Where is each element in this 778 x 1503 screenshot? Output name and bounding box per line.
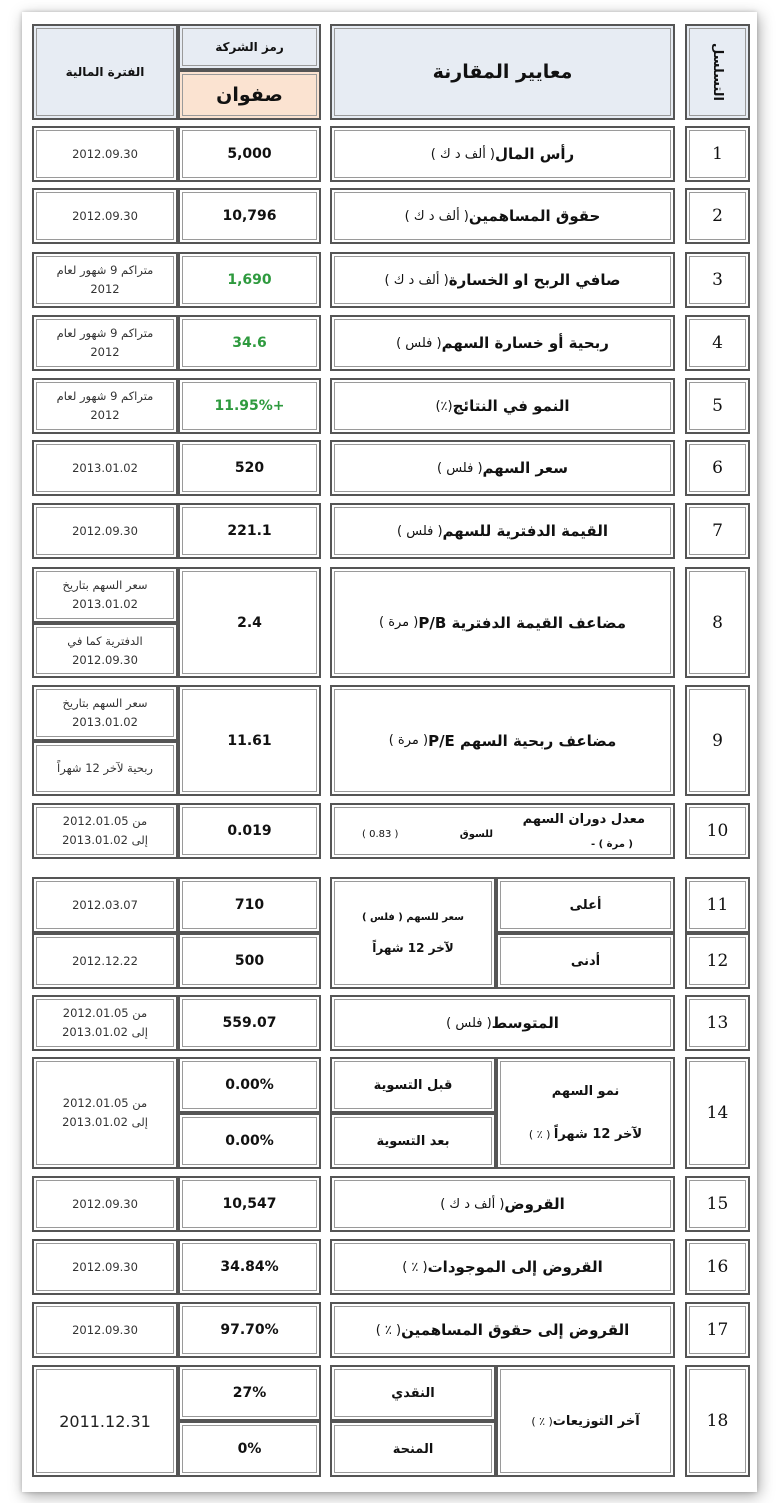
row-criterion bbox=[330, 1176, 675, 1232]
row-period bbox=[32, 1239, 178, 1295]
row-criterion bbox=[496, 1057, 675, 1169]
criterion-unit: ( ٪ ) bbox=[531, 1414, 553, 1428]
row-serial bbox=[685, 1239, 750, 1295]
row-value bbox=[178, 315, 321, 371]
criterion-label: آخر التوزيعات bbox=[552, 1413, 640, 1429]
row-criterion bbox=[330, 315, 675, 371]
row-period-earnings bbox=[32, 741, 178, 796]
value-text: 97.70% bbox=[220, 1322, 279, 1338]
criterion-unit: ( فلس ) bbox=[396, 335, 442, 351]
row-criterion bbox=[330, 378, 675, 434]
row-value bbox=[178, 1057, 321, 1113]
row-criterion bbox=[330, 995, 675, 1051]
row-period bbox=[32, 1302, 178, 1358]
criterion-unit: ( فلس ) bbox=[437, 460, 483, 476]
period-line-1: متراكم 9 شهور لعام bbox=[56, 389, 154, 403]
period-line-2: 2012 bbox=[90, 408, 120, 422]
value-text: 34.6 bbox=[232, 335, 267, 351]
criterion-high bbox=[496, 877, 675, 933]
row-serial bbox=[685, 440, 750, 496]
serial-number: 16 bbox=[706, 1257, 729, 1277]
row-criterion bbox=[330, 503, 675, 559]
sub-label: المنحة bbox=[392, 1441, 434, 1457]
row-value bbox=[178, 877, 321, 933]
row-criterion bbox=[330, 803, 675, 859]
row-value bbox=[178, 1113, 321, 1169]
row-criterion bbox=[330, 440, 675, 496]
serial-number: 1 bbox=[712, 144, 723, 164]
value-text: 1,690 bbox=[227, 272, 272, 288]
period-line-1: من 2012.01.05 bbox=[62, 1096, 148, 1110]
sub-criterion-cash bbox=[330, 1365, 496, 1421]
row-serial bbox=[685, 315, 750, 371]
row-period bbox=[32, 315, 178, 371]
row-value bbox=[178, 378, 321, 434]
criterion-unit: ( ٪ ) bbox=[375, 1322, 402, 1338]
value-text: 0.00% bbox=[225, 1133, 274, 1149]
row-value bbox=[178, 126, 321, 182]
row-serial bbox=[685, 685, 750, 796]
row-period bbox=[32, 1365, 178, 1477]
criterion-label: حقوق المساهمين bbox=[468, 207, 601, 225]
header-serial-label: التسلسل bbox=[710, 42, 725, 101]
period-line-2: 2013.01.02 bbox=[72, 715, 138, 729]
serial-number: 10 bbox=[706, 821, 729, 841]
row-value bbox=[178, 1176, 321, 1232]
serial-number: 17 bbox=[706, 1320, 729, 1340]
serial-number: 13 bbox=[706, 1013, 729, 1033]
row-period bbox=[32, 188, 178, 244]
criterion-label: معدل دوران السهم bbox=[522, 812, 645, 827]
criterion-label: القروض إلى حقوق المساهمين bbox=[401, 1321, 630, 1339]
value-text: 500 bbox=[234, 953, 265, 969]
row-period-price-date bbox=[32, 567, 178, 623]
period-text: 2012.09.30 bbox=[72, 1259, 138, 1274]
price-group-line-2: لآخر 12 شهراً bbox=[372, 940, 454, 955]
period-line-2: إلى 2013.01.02 bbox=[62, 833, 148, 847]
serial-number: 15 bbox=[706, 1194, 729, 1214]
criterion-label: صافي الربح او الخسارة bbox=[448, 271, 621, 289]
row-value bbox=[178, 685, 321, 796]
criterion-label: مضاعف ربحية السهم P/E bbox=[428, 731, 617, 750]
criterion-label: مضاعف القيمة الدفترية P/B bbox=[418, 613, 627, 632]
row-serial bbox=[685, 378, 750, 434]
serial-number: 7 bbox=[712, 521, 723, 541]
header-criteria bbox=[330, 24, 675, 120]
row-serial bbox=[685, 995, 750, 1051]
serial-number: 3 bbox=[712, 270, 723, 290]
row-value bbox=[178, 933, 321, 989]
period-line-1: ربحية لآخر 12 شهراً bbox=[57, 761, 153, 775]
criterion-unit: ( فلس ) bbox=[397, 523, 443, 539]
row-criterion bbox=[330, 685, 675, 796]
value-text: 5,000 bbox=[227, 146, 272, 162]
criterion-label: سعر السهم bbox=[482, 459, 568, 477]
row-value bbox=[178, 803, 321, 859]
value-text: 11.95%+ bbox=[214, 398, 285, 414]
criterion-unit: ( ٪ ) bbox=[402, 1259, 428, 1275]
period-text: 2011.12.31 bbox=[59, 1411, 151, 1431]
row-value bbox=[178, 188, 321, 244]
serial-number: 9 bbox=[712, 730, 723, 751]
sub-criterion-before bbox=[330, 1057, 496, 1113]
header-company-name-label: صفوان bbox=[216, 84, 283, 106]
period-text: 2012.09.30 bbox=[72, 146, 138, 161]
row-value bbox=[178, 503, 321, 559]
row-period-book-date bbox=[32, 623, 178, 678]
value-text: 2.4 bbox=[237, 614, 262, 631]
row-period bbox=[32, 995, 178, 1051]
row-criterion bbox=[330, 126, 675, 182]
row-serial bbox=[685, 188, 750, 244]
serial-number: 18 bbox=[706, 1411, 729, 1431]
row-serial bbox=[685, 126, 750, 182]
serial-number: 11 bbox=[706, 895, 729, 915]
criterion-label: المتوسط bbox=[491, 1014, 559, 1032]
period-text: 2012.09.30 bbox=[72, 523, 138, 538]
sub-label: بعد التسوية bbox=[376, 1133, 450, 1149]
row-period bbox=[32, 378, 178, 434]
period-line-1: متراكم 9 شهور لعام bbox=[56, 326, 154, 340]
row-serial bbox=[685, 1365, 750, 1477]
criterion-label: القروض bbox=[504, 1195, 565, 1213]
serial-number: 2 bbox=[712, 206, 723, 226]
criterion-unit: ( ألف د ك ) bbox=[404, 208, 469, 224]
value-text: 710 bbox=[234, 897, 265, 913]
serial-number: 6 bbox=[712, 458, 723, 478]
sub-label: النقدي bbox=[391, 1385, 435, 1401]
period-line-2: 2012.09.30 bbox=[72, 652, 138, 667]
header-criteria-label: معايير المقارنة bbox=[432, 61, 573, 83]
sub-criterion-after bbox=[330, 1113, 496, 1169]
row-period bbox=[32, 933, 178, 989]
criterion-label: أعلى bbox=[569, 897, 602, 913]
row-value bbox=[178, 1365, 321, 1421]
period-text: 2013.01.02 bbox=[72, 460, 138, 475]
serial-number: 8 bbox=[712, 612, 723, 633]
criterion-unit: ( ألف د ك ) bbox=[440, 1196, 505, 1212]
period-text: 2012.09.30 bbox=[72, 1196, 138, 1211]
period-line-2: إلى 2013.01.02 bbox=[62, 1025, 148, 1039]
header-period bbox=[32, 24, 178, 120]
price-group-line-1: سعر للسهم ( فلس ) bbox=[362, 911, 464, 923]
row-criterion bbox=[496, 1365, 675, 1477]
criterion-label: رأس المال bbox=[495, 145, 575, 163]
row-serial bbox=[685, 877, 750, 933]
period-line-1: الدفترية كما في bbox=[67, 633, 143, 648]
row-serial bbox=[685, 933, 750, 989]
value-text: 34.84% bbox=[220, 1259, 279, 1275]
criterion-unit: ( ألف د ك ) bbox=[430, 146, 496, 162]
header-period-label: الفترة المالية bbox=[65, 65, 145, 79]
value-text: 0% bbox=[237, 1441, 262, 1457]
row-criterion bbox=[330, 567, 675, 678]
value-text: 221.1 bbox=[227, 523, 272, 539]
header-company-code bbox=[178, 24, 321, 70]
value-text: 11.61 bbox=[227, 732, 272, 749]
value-text: 10,547 bbox=[222, 1196, 277, 1212]
row-period bbox=[32, 126, 178, 182]
period-line-1: سعر السهم بتاريخ bbox=[62, 696, 148, 710]
header-serial bbox=[685, 24, 750, 120]
row-criterion bbox=[330, 1239, 675, 1295]
period-text: 2012.12.22 bbox=[72, 953, 138, 968]
row-value bbox=[178, 567, 321, 678]
row-serial bbox=[685, 503, 750, 559]
value-text: 520 bbox=[234, 460, 265, 476]
period-text: 2012.09.30 bbox=[72, 1322, 138, 1337]
serial-number: 12 bbox=[706, 951, 729, 971]
value-text: 0.019 bbox=[227, 823, 272, 839]
value-text: 27% bbox=[232, 1385, 267, 1401]
row-period bbox=[32, 440, 178, 496]
row-value bbox=[178, 252, 321, 308]
row-period bbox=[32, 503, 178, 559]
criterion-label: القروض إلى الموجودات bbox=[427, 1258, 603, 1276]
row-serial bbox=[685, 252, 750, 308]
value-text: 559.07 bbox=[222, 1015, 277, 1031]
criterion-label: النمو في النتائج bbox=[452, 397, 570, 415]
row-serial bbox=[685, 1057, 750, 1169]
criterion-label: ربحية أو خسارة السهم bbox=[441, 334, 609, 352]
criterion-label-2: للسوق bbox=[459, 829, 493, 840]
header-company-name bbox=[178, 70, 321, 120]
period-text: 2012.09.30 bbox=[72, 208, 138, 223]
criterion-unit: ( 0.83 ) bbox=[362, 829, 399, 840]
criterion-unit-2: ( مرة ) - bbox=[590, 839, 633, 850]
value-text: 0.00% bbox=[225, 1077, 274, 1093]
serial-number: 4 bbox=[712, 333, 723, 353]
period-line-2: 2013.01.02 bbox=[72, 597, 138, 611]
value-text: 10,796 bbox=[222, 208, 277, 224]
row-period bbox=[32, 803, 178, 859]
comparison-table bbox=[22, 12, 757, 1492]
criterion-low bbox=[496, 933, 675, 989]
row-period bbox=[32, 877, 178, 933]
row-criterion bbox=[330, 188, 675, 244]
row-value bbox=[178, 1239, 321, 1295]
criterion-unit: ( فلس ) bbox=[446, 1015, 492, 1031]
row-serial bbox=[685, 1176, 750, 1232]
period-line-1: سعر السهم بتاريخ bbox=[62, 578, 148, 592]
row-period bbox=[32, 1176, 178, 1232]
row-period-price-date bbox=[32, 685, 178, 741]
row-serial bbox=[685, 803, 750, 859]
serial-number: 14 bbox=[706, 1103, 729, 1123]
row-value bbox=[178, 1302, 321, 1358]
period-line-1: من 2012.01.05 bbox=[62, 1006, 148, 1020]
period-line-2: 2012 bbox=[90, 282, 120, 296]
criterion-unit: ( ٪ ) bbox=[528, 1128, 554, 1141]
period-line-2: 2012 bbox=[90, 345, 120, 359]
row-period bbox=[32, 252, 178, 308]
header-company-code-label: رمز الشركة bbox=[215, 40, 284, 54]
row-criterion bbox=[330, 252, 675, 308]
criterion-label: نمو السهم bbox=[551, 1084, 620, 1099]
criterion-unit: ( مرة ) bbox=[378, 615, 419, 630]
row-period bbox=[32, 1057, 178, 1169]
period-line-1: متراكم 9 شهور لعام bbox=[56, 263, 154, 277]
period-line-1: من 2012.01.05 bbox=[62, 814, 148, 828]
serial-number: 5 bbox=[712, 396, 723, 416]
criterion-label: القيمة الدفترية للسهم bbox=[442, 522, 608, 540]
price-group-label bbox=[330, 877, 496, 989]
criterion-unit: ( ألف د ك ) bbox=[384, 272, 449, 288]
row-value bbox=[178, 995, 321, 1051]
row-serial bbox=[685, 1302, 750, 1358]
row-value bbox=[178, 440, 321, 496]
criterion-label: أدنى bbox=[570, 953, 601, 969]
row-criterion bbox=[330, 1302, 675, 1358]
row-value bbox=[178, 1421, 321, 1477]
period-line-2: إلى 2013.01.02 bbox=[62, 1115, 148, 1129]
period-text: 2012.03.07 bbox=[72, 897, 138, 912]
sub-criterion-bonus bbox=[330, 1421, 496, 1477]
row-serial bbox=[685, 567, 750, 678]
sub-label: قبل التسوية bbox=[373, 1077, 453, 1093]
criterion-label-2: لآخر 12 شهراً bbox=[553, 1127, 643, 1142]
criterion-unit: ( مرة ) bbox=[388, 733, 429, 748]
criterion-unit: (٪) bbox=[435, 398, 453, 414]
